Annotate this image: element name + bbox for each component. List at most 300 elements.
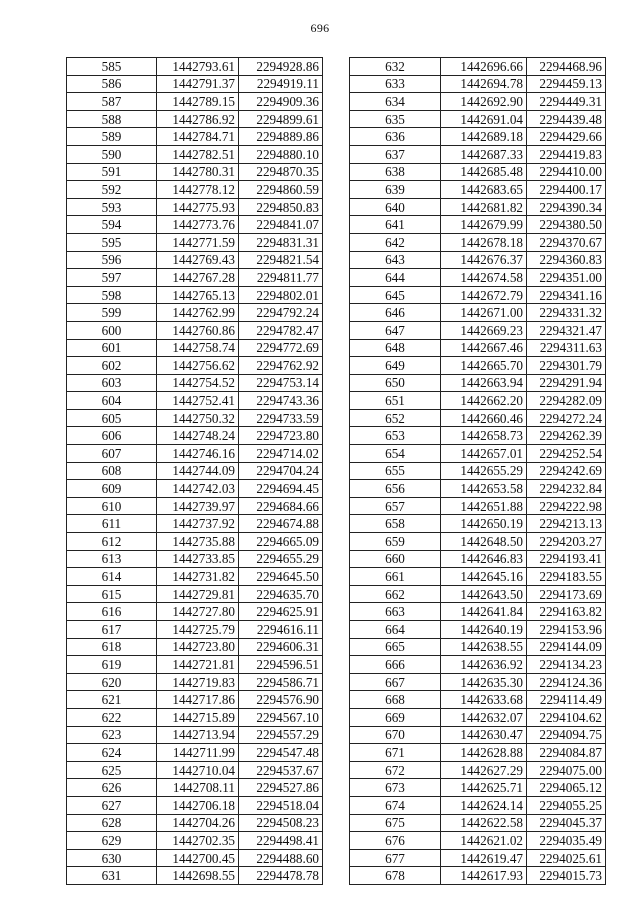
table-row bbox=[67, 216, 323, 234]
y-coordinate-cell: 2294065.12 bbox=[527, 779, 606, 797]
point-number-cell: 658 bbox=[350, 515, 441, 533]
x-coordinate-cell: 1442665.70 bbox=[441, 357, 527, 375]
point-number-cell: 663 bbox=[350, 603, 441, 621]
table-row bbox=[67, 128, 323, 146]
x-coordinate-cell: 1442767.28 bbox=[157, 269, 239, 287]
y-coordinate-cell: 2294134.23 bbox=[527, 656, 606, 674]
y-coordinate-cell: 2294025.61 bbox=[527, 849, 606, 867]
y-coordinate-cell: 2294694.45 bbox=[239, 480, 323, 498]
x-coordinate-cell: 1442762.99 bbox=[157, 304, 239, 322]
point-number-cell: 651 bbox=[350, 392, 441, 410]
y-coordinate-cell: 2294518.04 bbox=[239, 796, 323, 814]
table-row bbox=[67, 445, 323, 463]
table-row bbox=[67, 304, 323, 322]
x-coordinate-cell: 1442737.92 bbox=[157, 515, 239, 533]
point-number-cell: 652 bbox=[350, 409, 441, 427]
point-number-cell: 647 bbox=[350, 321, 441, 339]
table-row bbox=[350, 726, 606, 744]
y-coordinate-cell: 2294616.11 bbox=[239, 621, 323, 639]
y-coordinate-cell: 2294045.37 bbox=[527, 814, 606, 832]
point-number-cell: 659 bbox=[350, 533, 441, 551]
y-coordinate-cell: 2294183.55 bbox=[527, 568, 606, 586]
point-number-cell: 636 bbox=[350, 128, 441, 146]
point-number-cell: 627 bbox=[67, 796, 157, 814]
x-coordinate-cell: 1442622.58 bbox=[441, 814, 527, 832]
point-number-cell: 630 bbox=[67, 849, 157, 867]
x-coordinate-cell: 1442687.33 bbox=[441, 145, 527, 163]
table-row bbox=[67, 409, 323, 427]
x-coordinate-cell: 1442676.37 bbox=[441, 251, 527, 269]
x-coordinate-cell: 1442739.97 bbox=[157, 497, 239, 515]
x-coordinate-cell: 1442671.00 bbox=[441, 304, 527, 322]
table-row bbox=[350, 656, 606, 674]
x-coordinate-cell: 1442660.46 bbox=[441, 409, 527, 427]
point-number-cell: 655 bbox=[350, 462, 441, 480]
y-coordinate-cell: 2294723.80 bbox=[239, 427, 323, 445]
point-number-cell: 590 bbox=[67, 145, 157, 163]
table-row bbox=[350, 832, 606, 850]
y-coordinate-cell: 2294762.92 bbox=[239, 357, 323, 375]
y-coordinate-cell: 2294880.10 bbox=[239, 145, 323, 163]
table-row bbox=[67, 427, 323, 445]
table-row bbox=[350, 585, 606, 603]
point-number-cell: 641 bbox=[350, 216, 441, 234]
table-row bbox=[67, 603, 323, 621]
x-coordinate-cell: 1442653.58 bbox=[441, 480, 527, 498]
table-row bbox=[350, 145, 606, 163]
x-coordinate-cell: 1442729.81 bbox=[157, 585, 239, 603]
x-coordinate-cell: 1442672.79 bbox=[441, 286, 527, 304]
x-coordinate-cell: 1442731.82 bbox=[157, 568, 239, 586]
point-number-cell: 633 bbox=[350, 75, 441, 93]
point-number-cell: 595 bbox=[67, 233, 157, 251]
point-number-cell: 661 bbox=[350, 568, 441, 586]
point-number-cell: 649 bbox=[350, 357, 441, 375]
page-number: 696 bbox=[310, 21, 330, 35]
x-coordinate-cell: 1442744.09 bbox=[157, 462, 239, 480]
y-coordinate-cell: 2294919.11 bbox=[239, 75, 323, 93]
y-coordinate-cell: 2294153.96 bbox=[527, 621, 606, 639]
point-number-cell: 635 bbox=[350, 110, 441, 128]
point-number-cell: 639 bbox=[350, 181, 441, 199]
y-coordinate-cell: 2294596.51 bbox=[239, 656, 323, 674]
coordinates-table-right bbox=[349, 57, 606, 885]
table-row bbox=[67, 58, 323, 76]
point-number-cell: 660 bbox=[350, 550, 441, 568]
x-coordinate-cell: 1442721.81 bbox=[157, 656, 239, 674]
table-row bbox=[350, 181, 606, 199]
x-coordinate-cell: 1442635.30 bbox=[441, 673, 527, 691]
point-number-cell: 669 bbox=[350, 708, 441, 726]
y-coordinate-cell: 2294557.29 bbox=[239, 726, 323, 744]
y-coordinate-cell: 2294055.25 bbox=[527, 796, 606, 814]
point-number-cell: 675 bbox=[350, 814, 441, 832]
y-coordinate-cell: 2294193.41 bbox=[527, 550, 606, 568]
table-row bbox=[67, 251, 323, 269]
y-coordinate-cell: 2294351.00 bbox=[527, 269, 606, 287]
x-coordinate-cell: 1442711.99 bbox=[157, 744, 239, 762]
point-number-cell: 648 bbox=[350, 339, 441, 357]
y-coordinate-cell: 2294380.50 bbox=[527, 216, 606, 234]
y-coordinate-cell: 2294301.79 bbox=[527, 357, 606, 375]
table-row bbox=[350, 251, 606, 269]
x-coordinate-cell: 1442632.07 bbox=[441, 708, 527, 726]
table-row bbox=[350, 321, 606, 339]
table-row bbox=[350, 286, 606, 304]
y-coordinate-cell: 2294625.91 bbox=[239, 603, 323, 621]
x-coordinate-cell: 1442756.62 bbox=[157, 357, 239, 375]
y-coordinate-cell: 2294635.70 bbox=[239, 585, 323, 603]
x-coordinate-cell: 1442694.78 bbox=[441, 75, 527, 93]
y-coordinate-cell: 2294928.86 bbox=[239, 58, 323, 76]
table-row bbox=[350, 673, 606, 691]
table-row bbox=[350, 58, 606, 76]
x-coordinate-cell: 1442678.18 bbox=[441, 233, 527, 251]
table-row bbox=[67, 585, 323, 603]
x-coordinate-cell: 1442640.19 bbox=[441, 621, 527, 639]
point-number-cell: 618 bbox=[67, 638, 157, 656]
table-row bbox=[67, 462, 323, 480]
point-number-cell: 592 bbox=[67, 181, 157, 199]
point-number-cell: 614 bbox=[67, 568, 157, 586]
point-number-cell: 634 bbox=[350, 93, 441, 111]
table-row bbox=[350, 445, 606, 463]
table-row bbox=[350, 392, 606, 410]
y-coordinate-cell: 2294015.73 bbox=[527, 867, 606, 885]
x-coordinate-cell: 1442692.90 bbox=[441, 93, 527, 111]
y-coordinate-cell: 2294400.17 bbox=[527, 181, 606, 199]
y-coordinate-cell: 2294508.23 bbox=[239, 814, 323, 832]
x-coordinate-cell: 1442657.01 bbox=[441, 445, 527, 463]
x-coordinate-cell: 1442619.47 bbox=[441, 849, 527, 867]
table-row bbox=[67, 867, 323, 885]
y-coordinate-cell: 2294860.59 bbox=[239, 181, 323, 199]
table-row bbox=[350, 374, 606, 392]
point-number-cell: 640 bbox=[350, 198, 441, 216]
y-coordinate-cell: 2294459.13 bbox=[527, 75, 606, 93]
y-coordinate-cell: 2294606.31 bbox=[239, 638, 323, 656]
x-coordinate-cell: 1442650.19 bbox=[441, 515, 527, 533]
x-coordinate-cell: 1442769.43 bbox=[157, 251, 239, 269]
y-coordinate-cell: 2294714.02 bbox=[239, 445, 323, 463]
x-coordinate-cell: 1442786.92 bbox=[157, 110, 239, 128]
table-row bbox=[67, 93, 323, 111]
x-coordinate-cell: 1442746.16 bbox=[157, 445, 239, 463]
x-coordinate-cell: 1442710.04 bbox=[157, 761, 239, 779]
x-coordinate-cell: 1442778.12 bbox=[157, 181, 239, 199]
table-row bbox=[350, 304, 606, 322]
x-coordinate-cell: 1442689.18 bbox=[441, 128, 527, 146]
x-coordinate-cell: 1442758.74 bbox=[157, 339, 239, 357]
point-number-cell: 613 bbox=[67, 550, 157, 568]
y-coordinate-cell: 2294802.01 bbox=[239, 286, 323, 304]
table-row bbox=[350, 568, 606, 586]
point-number-cell: 621 bbox=[67, 691, 157, 709]
y-coordinate-cell: 2294370.67 bbox=[527, 233, 606, 251]
table-row bbox=[350, 550, 606, 568]
y-coordinate-cell: 2294704.24 bbox=[239, 462, 323, 480]
table-row bbox=[350, 269, 606, 287]
x-coordinate-cell: 1442727.80 bbox=[157, 603, 239, 621]
y-coordinate-cell: 2294753.14 bbox=[239, 374, 323, 392]
table-row bbox=[67, 269, 323, 287]
table-row bbox=[67, 849, 323, 867]
y-coordinate-cell: 2294114.49 bbox=[527, 691, 606, 709]
point-number-cell: 662 bbox=[350, 585, 441, 603]
x-coordinate-cell: 1442663.94 bbox=[441, 374, 527, 392]
x-coordinate-cell: 1442641.84 bbox=[441, 603, 527, 621]
y-coordinate-cell: 2294547.48 bbox=[239, 744, 323, 762]
coordinates-table-left bbox=[66, 57, 323, 885]
point-number-cell: 657 bbox=[350, 497, 441, 515]
x-coordinate-cell: 1442683.65 bbox=[441, 181, 527, 199]
x-coordinate-cell: 1442685.48 bbox=[441, 163, 527, 181]
table-row bbox=[350, 761, 606, 779]
table-row bbox=[67, 832, 323, 850]
x-coordinate-cell: 1442651.88 bbox=[441, 497, 527, 515]
point-number-cell: 668 bbox=[350, 691, 441, 709]
x-coordinate-cell: 1442733.85 bbox=[157, 550, 239, 568]
table-row bbox=[67, 145, 323, 163]
table-row bbox=[67, 374, 323, 392]
x-coordinate-cell: 1442765.13 bbox=[157, 286, 239, 304]
y-coordinate-cell: 2294567.10 bbox=[239, 708, 323, 726]
x-coordinate-cell: 1442773.76 bbox=[157, 216, 239, 234]
point-number-cell: 603 bbox=[67, 374, 157, 392]
point-number-cell: 637 bbox=[350, 145, 441, 163]
y-coordinate-cell: 2294468.96 bbox=[527, 58, 606, 76]
y-coordinate-cell: 2294429.66 bbox=[527, 128, 606, 146]
table-row bbox=[67, 814, 323, 832]
y-coordinate-cell: 2294743.36 bbox=[239, 392, 323, 410]
x-coordinate-cell: 1442750.32 bbox=[157, 409, 239, 427]
y-coordinate-cell: 2294124.36 bbox=[527, 673, 606, 691]
point-number-cell: 664 bbox=[350, 621, 441, 639]
x-coordinate-cell: 1442784.71 bbox=[157, 128, 239, 146]
point-number-cell: 645 bbox=[350, 286, 441, 304]
y-coordinate-cell: 2294449.31 bbox=[527, 93, 606, 111]
table-row bbox=[67, 691, 323, 709]
x-coordinate-cell: 1442719.83 bbox=[157, 673, 239, 691]
table-row bbox=[67, 198, 323, 216]
table-row bbox=[67, 110, 323, 128]
point-number-cell: 591 bbox=[67, 163, 157, 181]
point-number-cell: 601 bbox=[67, 339, 157, 357]
point-number-cell: 678 bbox=[350, 867, 441, 885]
table-row bbox=[67, 392, 323, 410]
x-coordinate-cell: 1442636.92 bbox=[441, 656, 527, 674]
x-coordinate-cell: 1442725.79 bbox=[157, 621, 239, 639]
table-row bbox=[67, 181, 323, 199]
table-row bbox=[67, 656, 323, 674]
x-coordinate-cell: 1442771.59 bbox=[157, 233, 239, 251]
point-number-cell: 654 bbox=[350, 445, 441, 463]
table-row bbox=[350, 814, 606, 832]
point-number-cell: 631 bbox=[67, 867, 157, 885]
point-number-cell: 588 bbox=[67, 110, 157, 128]
table-row bbox=[67, 568, 323, 586]
y-coordinate-cell: 2294262.39 bbox=[527, 427, 606, 445]
point-number-cell: 638 bbox=[350, 163, 441, 181]
table-row bbox=[67, 163, 323, 181]
point-number-cell: 673 bbox=[350, 779, 441, 797]
x-coordinate-cell: 1442628.88 bbox=[441, 744, 527, 762]
y-coordinate-cell: 2294341.16 bbox=[527, 286, 606, 304]
point-number-cell: 665 bbox=[350, 638, 441, 656]
table-row bbox=[67, 708, 323, 726]
x-coordinate-cell: 1442775.93 bbox=[157, 198, 239, 216]
point-number-cell: 594 bbox=[67, 216, 157, 234]
y-coordinate-cell: 2294213.13 bbox=[527, 515, 606, 533]
x-coordinate-cell: 1442702.35 bbox=[157, 832, 239, 850]
table-row bbox=[350, 849, 606, 867]
y-coordinate-cell: 2294645.50 bbox=[239, 568, 323, 586]
x-coordinate-cell: 1442633.68 bbox=[441, 691, 527, 709]
table-row bbox=[67, 533, 323, 551]
point-number-cell: 624 bbox=[67, 744, 157, 762]
table-row bbox=[350, 744, 606, 762]
x-coordinate-cell: 1442662.20 bbox=[441, 392, 527, 410]
point-number-cell: 653 bbox=[350, 427, 441, 445]
table-row bbox=[67, 75, 323, 93]
y-coordinate-cell: 2294104.62 bbox=[527, 708, 606, 726]
y-coordinate-cell: 2294084.87 bbox=[527, 744, 606, 762]
x-coordinate-cell: 1442658.73 bbox=[441, 427, 527, 445]
x-coordinate-cell: 1442625.71 bbox=[441, 779, 527, 797]
y-coordinate-cell: 2294850.83 bbox=[239, 198, 323, 216]
y-coordinate-cell: 2294173.69 bbox=[527, 585, 606, 603]
point-number-cell: 604 bbox=[67, 392, 157, 410]
table-row bbox=[67, 673, 323, 691]
y-coordinate-cell: 2294222.98 bbox=[527, 497, 606, 515]
x-coordinate-cell: 1442645.16 bbox=[441, 568, 527, 586]
y-coordinate-cell: 2294655.29 bbox=[239, 550, 323, 568]
x-coordinate-cell: 1442624.14 bbox=[441, 796, 527, 814]
table-row bbox=[67, 761, 323, 779]
x-coordinate-cell: 1442667.46 bbox=[441, 339, 527, 357]
x-coordinate-cell: 1442696.66 bbox=[441, 58, 527, 76]
x-coordinate-cell: 1442754.52 bbox=[157, 374, 239, 392]
y-coordinate-cell: 2294242.69 bbox=[527, 462, 606, 480]
x-coordinate-cell: 1442713.94 bbox=[157, 726, 239, 744]
table-row bbox=[350, 867, 606, 885]
y-coordinate-cell: 2294674.88 bbox=[239, 515, 323, 533]
y-coordinate-cell: 2294684.66 bbox=[239, 497, 323, 515]
table-row bbox=[350, 357, 606, 375]
y-coordinate-cell: 2294576.90 bbox=[239, 691, 323, 709]
point-number-cell: 625 bbox=[67, 761, 157, 779]
y-coordinate-cell: 2294870.35 bbox=[239, 163, 323, 181]
y-coordinate-cell: 2294733.59 bbox=[239, 409, 323, 427]
y-coordinate-cell: 2294909.36 bbox=[239, 93, 323, 111]
y-coordinate-cell: 2294144.09 bbox=[527, 638, 606, 656]
point-number-cell: 667 bbox=[350, 673, 441, 691]
table-row bbox=[350, 638, 606, 656]
y-coordinate-cell: 2294527.86 bbox=[239, 779, 323, 797]
table-row bbox=[350, 427, 606, 445]
x-coordinate-cell: 1442715.89 bbox=[157, 708, 239, 726]
y-coordinate-cell: 2294772.69 bbox=[239, 339, 323, 357]
table-row bbox=[67, 321, 323, 339]
table-row bbox=[67, 779, 323, 797]
x-coordinate-cell: 1442742.03 bbox=[157, 480, 239, 498]
x-coordinate-cell: 1442735.88 bbox=[157, 533, 239, 551]
table-row bbox=[350, 462, 606, 480]
x-coordinate-cell: 1442793.61 bbox=[157, 58, 239, 76]
x-coordinate-cell: 1442752.41 bbox=[157, 392, 239, 410]
table-row bbox=[350, 128, 606, 146]
y-coordinate-cell: 2294331.32 bbox=[527, 304, 606, 322]
point-number-cell: 619 bbox=[67, 656, 157, 674]
point-number-cell: 622 bbox=[67, 708, 157, 726]
table-row bbox=[350, 198, 606, 216]
table-row bbox=[350, 233, 606, 251]
point-number-cell: 616 bbox=[67, 603, 157, 621]
x-coordinate-cell: 1442655.29 bbox=[441, 462, 527, 480]
point-number-cell: 597 bbox=[67, 269, 157, 287]
point-number-cell: 593 bbox=[67, 198, 157, 216]
x-coordinate-cell: 1442621.02 bbox=[441, 832, 527, 850]
y-coordinate-cell: 2294478.78 bbox=[239, 867, 323, 885]
point-number-cell: 672 bbox=[350, 761, 441, 779]
x-coordinate-cell: 1442669.23 bbox=[441, 321, 527, 339]
x-coordinate-cell: 1442723.80 bbox=[157, 638, 239, 656]
y-coordinate-cell: 2294282.09 bbox=[527, 392, 606, 410]
point-number-cell: 656 bbox=[350, 480, 441, 498]
y-coordinate-cell: 2294075.00 bbox=[527, 761, 606, 779]
point-number-cell: 605 bbox=[67, 409, 157, 427]
point-number-cell: 598 bbox=[67, 286, 157, 304]
point-number-cell: 607 bbox=[67, 445, 157, 463]
y-coordinate-cell: 2294841.07 bbox=[239, 216, 323, 234]
table-row bbox=[350, 621, 606, 639]
y-coordinate-cell: 2294821.54 bbox=[239, 251, 323, 269]
table-row bbox=[350, 93, 606, 111]
y-coordinate-cell: 2294488.60 bbox=[239, 849, 323, 867]
y-coordinate-cell: 2294586.71 bbox=[239, 673, 323, 691]
y-coordinate-cell: 2294498.41 bbox=[239, 832, 323, 850]
x-coordinate-cell: 1442643.50 bbox=[441, 585, 527, 603]
y-coordinate-cell: 2294272.24 bbox=[527, 409, 606, 427]
y-coordinate-cell: 2294232.84 bbox=[527, 480, 606, 498]
table-row bbox=[350, 691, 606, 709]
point-number-cell: 585 bbox=[67, 58, 157, 76]
point-number-cell: 586 bbox=[67, 75, 157, 93]
table-row bbox=[67, 726, 323, 744]
x-coordinate-cell: 1442782.51 bbox=[157, 145, 239, 163]
table-row bbox=[350, 515, 606, 533]
table-row bbox=[350, 480, 606, 498]
table-row bbox=[350, 796, 606, 814]
y-coordinate-cell: 2294419.83 bbox=[527, 145, 606, 163]
point-number-cell: 676 bbox=[350, 832, 441, 850]
x-coordinate-cell: 1442706.18 bbox=[157, 796, 239, 814]
point-number-cell: 615 bbox=[67, 585, 157, 603]
point-number-cell: 620 bbox=[67, 673, 157, 691]
x-coordinate-cell: 1442679.99 bbox=[441, 216, 527, 234]
table-row bbox=[350, 75, 606, 93]
x-coordinate-cell: 1442748.24 bbox=[157, 427, 239, 445]
point-number-cell: 589 bbox=[67, 128, 157, 146]
y-coordinate-cell: 2294831.31 bbox=[239, 233, 323, 251]
point-number-cell: 642 bbox=[350, 233, 441, 251]
table-row bbox=[350, 163, 606, 181]
point-number-cell: 610 bbox=[67, 497, 157, 515]
y-coordinate-cell: 2294792.24 bbox=[239, 304, 323, 322]
point-number-cell: 646 bbox=[350, 304, 441, 322]
table-row bbox=[350, 708, 606, 726]
y-coordinate-cell: 2294782.47 bbox=[239, 321, 323, 339]
